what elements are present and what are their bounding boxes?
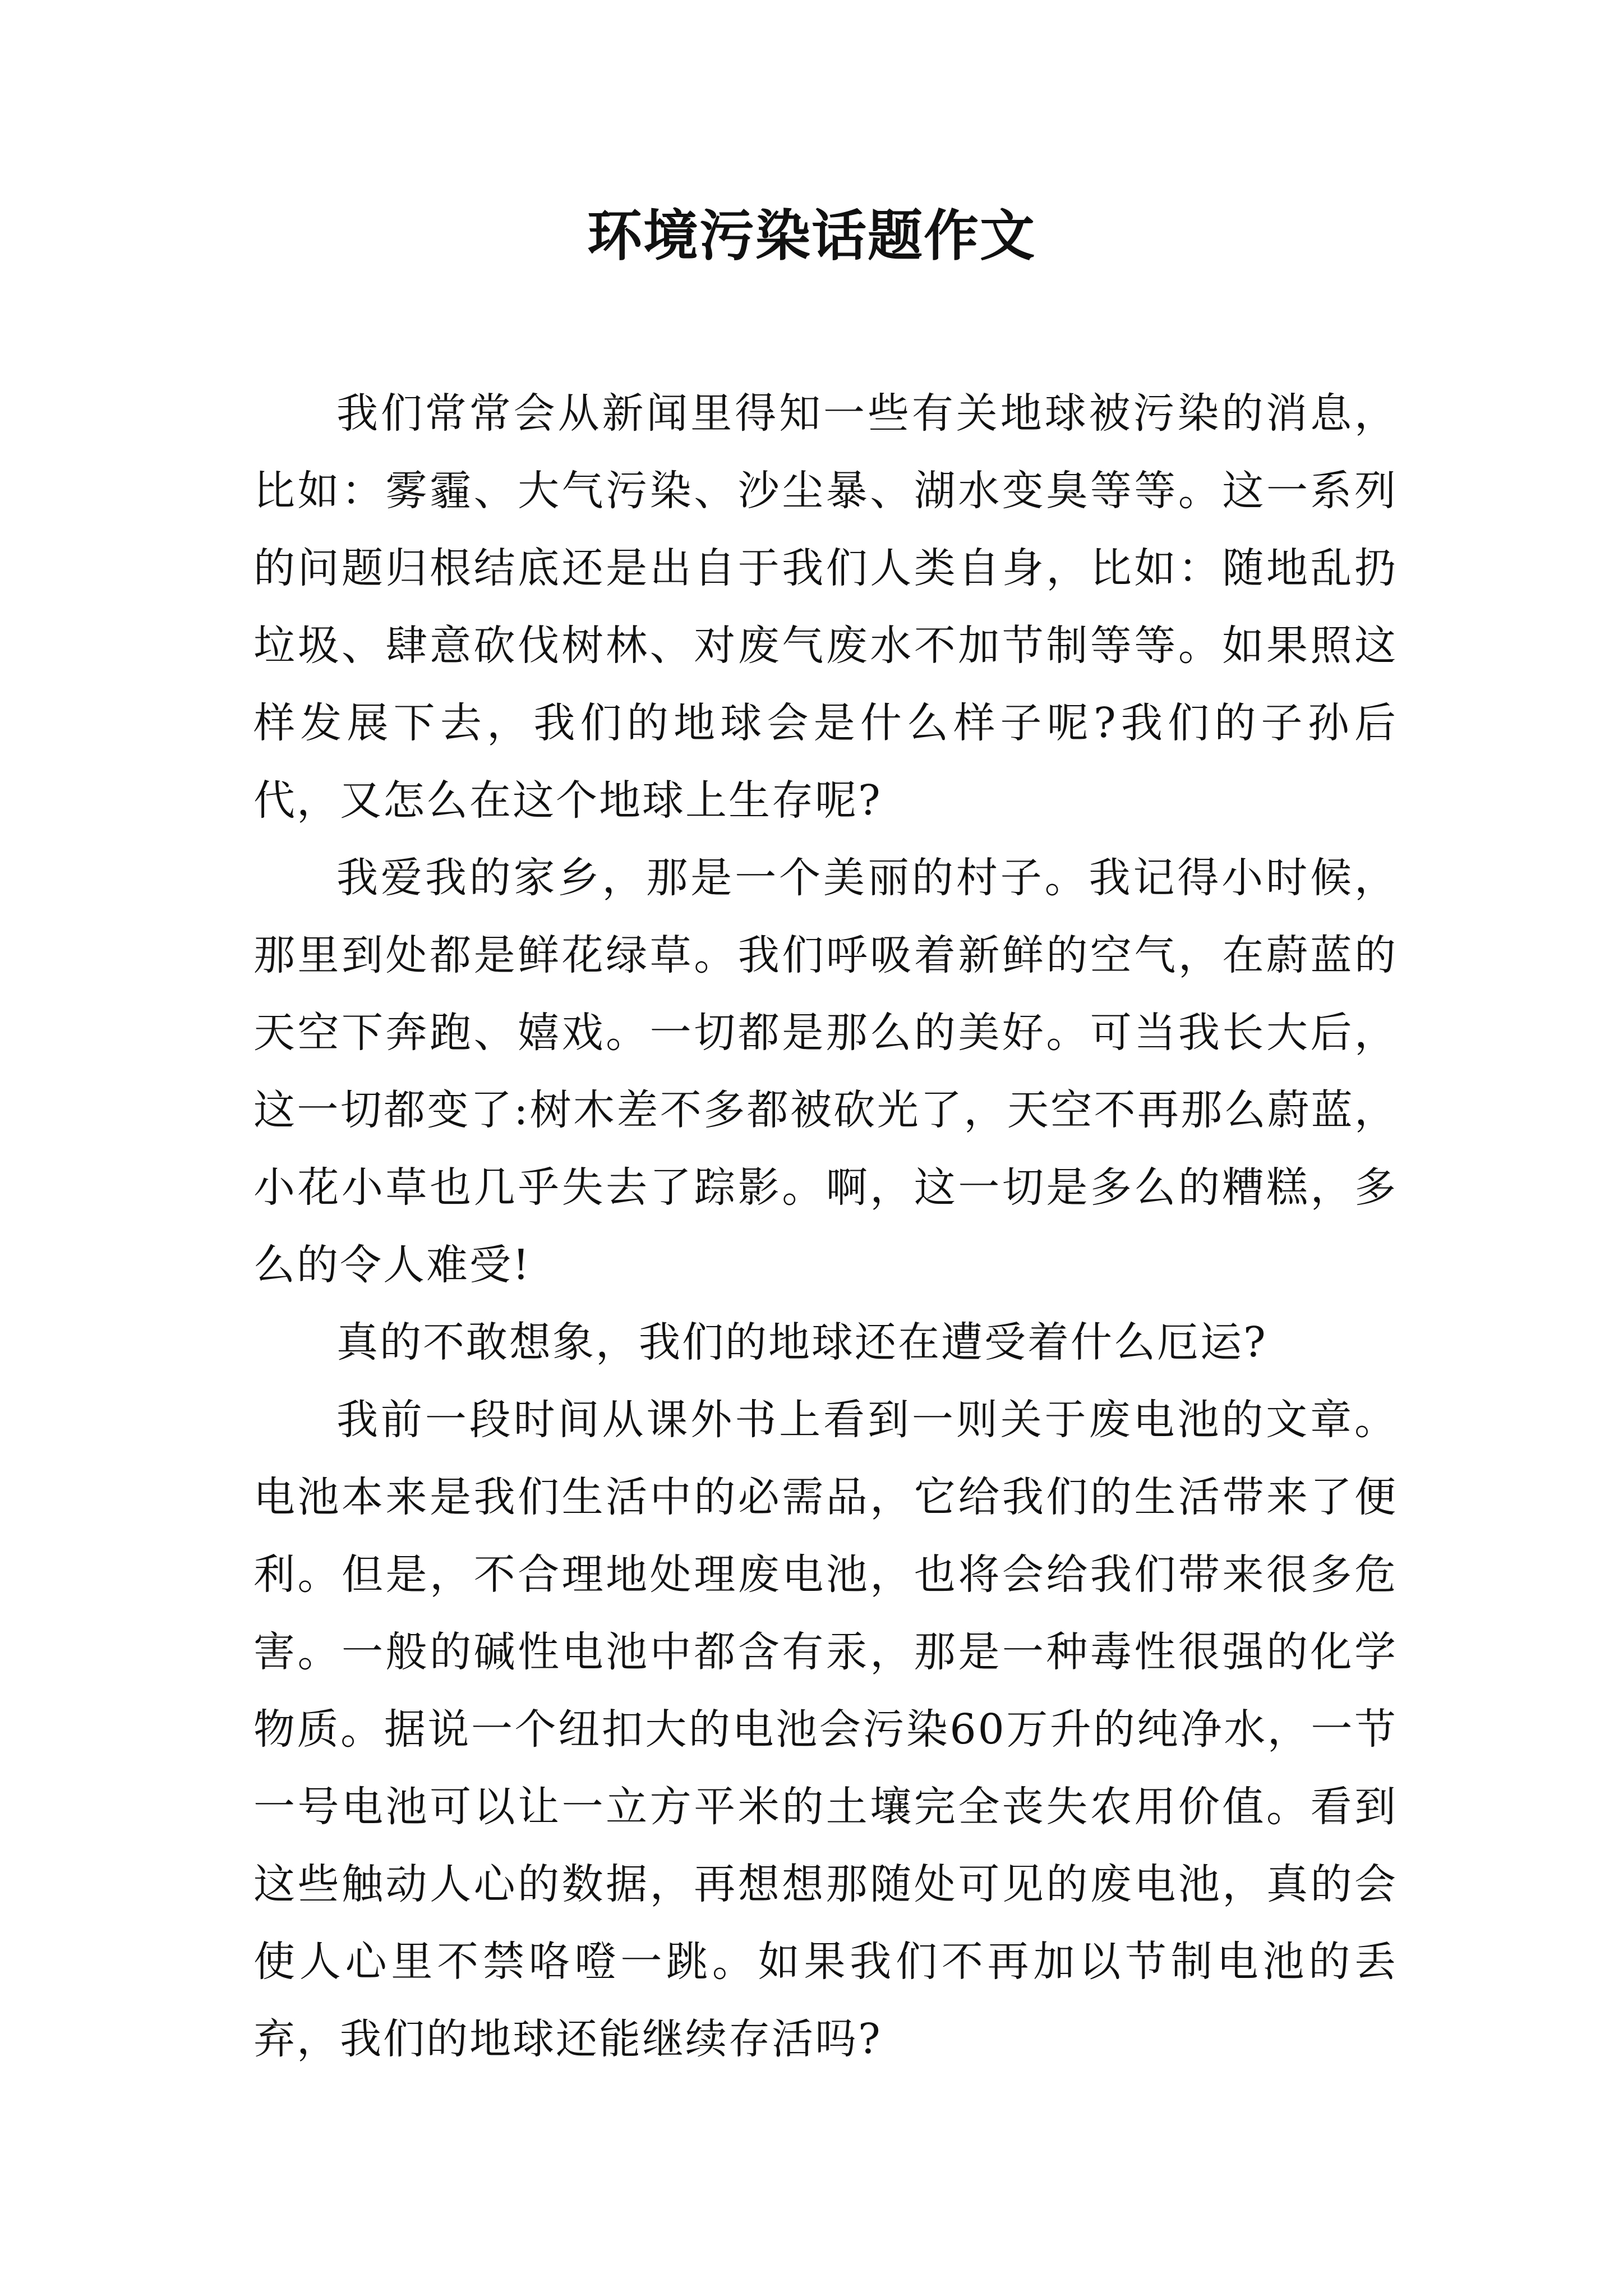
paragraph-1: 我们常常会从新闻里得知一些有关地球被污染的消息，比如：雾霾、大气污染、沙尘暴、湖水变臭等等。这一系列的问题归根结底还是出自于我们人类自身，比如：随地乱扔垃圾、肆意砍伐树林、对废气废水不加节制等等。如果照这样发展下去，我们的地球会是什么样子呢?我们的子孙后代，又怎么在这个地球上生存呢? (253, 389, 1398, 825)
paragraph-3: 真的不敢想象，我们的地球还在遭受着什么厄运? (336, 1318, 1267, 1366)
document-title: 环境污染话题作文 (587, 204, 1036, 268)
paragraph-4: 我前一段时间从课外书上看到一则关于废电池的文章。电池本来是我们生活中的必需品，它给我们的生活带来了便利。但是，不合理地处理废电池，也将会给我们带来很多危害。一般的碱性电池中都含有汞，那是一种毒性很强的化学物质。据说一个纽扣大的电池会污染60万升的纯净水，一节一号电池可以让一立方平米的土壤完全丧失农用价值。看到这些触动人心的数据，再想想那随处可见的废电池，真的会使人心里不禁咯噔一跳。如果我们不再加以节制电池的丢弃，我们的地球还能继续存活吗? (253, 1396, 1398, 2063)
document-body (253, 375, 1398, 2078)
paragraph-2: 我爱我的家乡，那是一个美丽的村子。我记得小时候，那里到处都是鲜花绿草。我们呼吸着新鲜的空气，在蔚蓝的天空下奔跑、嬉戏。一切都是那么的美好。可当我长大后，这一切都变了:树木差不多都被砍光了，天空不再那么蔚蓝，小花小草也几乎失去了踪影。啊，这一切是多么的糟糕，多么的令人难受! (253, 854, 1398, 1289)
